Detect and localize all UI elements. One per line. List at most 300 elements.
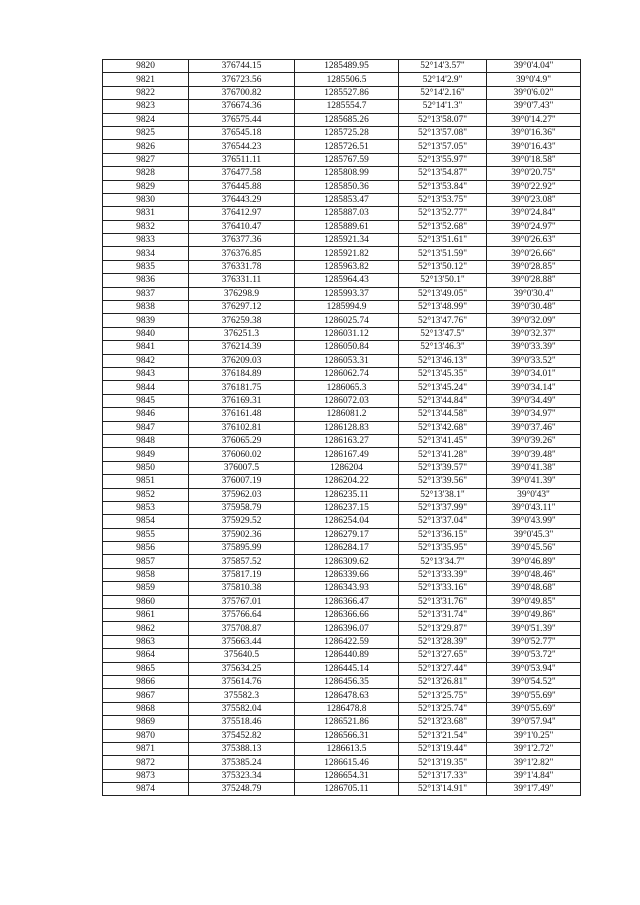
- latitude-cell: 52°13'29.87": [399, 622, 487, 635]
- point-number-cell: 9867: [103, 689, 189, 702]
- y-coordinate-cell: 1286128.83: [295, 421, 399, 434]
- y-coordinate-cell: 1286440.89: [295, 649, 399, 662]
- x-coordinate-cell: 375582.3: [189, 689, 295, 702]
- point-number-cell: 9844: [103, 381, 189, 394]
- longitude-cell: 39°0'43.11": [487, 501, 581, 514]
- latitude-cell: 52°13'46.13": [399, 354, 487, 367]
- latitude-cell: 52°13'39.56": [399, 475, 487, 488]
- table-row: [103, 434, 581, 447]
- table-row: [103, 635, 581, 648]
- table-row: [103, 153, 581, 166]
- longitude-cell: 39°1'2.72": [487, 742, 581, 755]
- point-number-cell: 9853: [103, 501, 189, 514]
- longitude-cell: 39°0'16.43": [487, 140, 581, 153]
- latitude-cell: 52°13'46.3": [399, 341, 487, 354]
- longitude-cell: 39°0'7.43": [487, 100, 581, 113]
- y-coordinate-cell: 1286521.86: [295, 716, 399, 729]
- longitude-cell: 39°1'4.84": [487, 769, 581, 782]
- x-coordinate-cell: 376169.31: [189, 394, 295, 407]
- table-row: [103, 595, 581, 608]
- latitude-cell: 52°13'31.76": [399, 595, 487, 608]
- x-coordinate-cell: 376102.81: [189, 421, 295, 434]
- point-number-cell: 9821: [103, 73, 189, 86]
- x-coordinate-cell: 376214.39: [189, 341, 295, 354]
- x-coordinate-cell: 375766.64: [189, 609, 295, 622]
- latitude-cell: 52°14'2.9": [399, 73, 487, 86]
- longitude-cell: 39°0'16.36": [487, 126, 581, 139]
- table-row: [103, 220, 581, 233]
- x-coordinate-cell: 376209.03: [189, 354, 295, 367]
- y-coordinate-cell: 1286422.59: [295, 635, 399, 648]
- longitude-cell: 39°0'6.02": [487, 86, 581, 99]
- y-coordinate-cell: 1285963.82: [295, 260, 399, 273]
- point-number-cell: 9860: [103, 595, 189, 608]
- latitude-cell: 52°13'57.05": [399, 140, 487, 153]
- point-number-cell: 9841: [103, 341, 189, 354]
- longitude-cell: 39°1'0.25": [487, 729, 581, 742]
- point-number-cell: 9820: [103, 60, 189, 73]
- x-coordinate-cell: 376723.56: [189, 73, 295, 86]
- table-row: [103, 769, 581, 782]
- x-coordinate-cell: 376007.19: [189, 475, 295, 488]
- table-row: [103, 783, 581, 796]
- x-coordinate-cell: 376331.11: [189, 274, 295, 287]
- longitude-cell: 39°0'18.58": [487, 153, 581, 166]
- latitude-cell: 52°14'3.57": [399, 60, 487, 73]
- point-number-cell: 9831: [103, 207, 189, 220]
- y-coordinate-cell: 1285489.95: [295, 60, 399, 73]
- y-coordinate-cell: 1285685.26: [295, 113, 399, 126]
- longitude-cell: 39°1'2.82": [487, 756, 581, 769]
- longitude-cell: 39°0'43.99": [487, 515, 581, 528]
- y-coordinate-cell: 1286031.12: [295, 327, 399, 340]
- point-number-cell: 9870: [103, 729, 189, 742]
- longitude-cell: 39°0'14.27": [487, 113, 581, 126]
- longitude-cell: 39°0'55.69": [487, 702, 581, 715]
- point-number-cell: 9826: [103, 140, 189, 153]
- x-coordinate-cell: 375857.52: [189, 555, 295, 568]
- table-row: [103, 314, 581, 327]
- x-coordinate-cell: 376700.82: [189, 86, 295, 99]
- latitude-cell: 52°13'45.24": [399, 381, 487, 394]
- latitude-cell: 52°13'34.7": [399, 555, 487, 568]
- point-number-cell: 9846: [103, 408, 189, 421]
- table-row: [103, 622, 581, 635]
- table-row: [103, 193, 581, 206]
- point-number-cell: 9839: [103, 314, 189, 327]
- latitude-cell: 52°13'23.68": [399, 716, 487, 729]
- y-coordinate-cell: 1286343.93: [295, 582, 399, 595]
- x-coordinate-cell: 375634.25: [189, 662, 295, 675]
- x-coordinate-cell: 376251.3: [189, 327, 295, 340]
- latitude-cell: 52°13'21.54": [399, 729, 487, 742]
- table-row: [103, 421, 581, 434]
- longitude-cell: 39°0'26.66": [487, 247, 581, 260]
- point-number-cell: 9825: [103, 126, 189, 139]
- latitude-cell: 52°13'14.91": [399, 783, 487, 796]
- latitude-cell: 52°13'25.75": [399, 689, 487, 702]
- point-number-cell: 9855: [103, 528, 189, 541]
- point-number-cell: 9862: [103, 622, 189, 635]
- table-row: [103, 609, 581, 622]
- y-coordinate-cell: 1285850.36: [295, 180, 399, 193]
- latitude-cell: 52°13'50.12": [399, 260, 487, 273]
- y-coordinate-cell: 1286053.31: [295, 354, 399, 367]
- point-number-cell: 9852: [103, 488, 189, 501]
- table-row: [103, 207, 581, 220]
- x-coordinate-cell: 375767.01: [189, 595, 295, 608]
- latitude-cell: 52°13'27.65": [399, 649, 487, 662]
- table-row: [103, 113, 581, 126]
- point-number-cell: 9861: [103, 609, 189, 622]
- y-coordinate-cell: 1286235.11: [295, 488, 399, 501]
- point-number-cell: 9836: [103, 274, 189, 287]
- latitude-cell: 52°13'51.61": [399, 234, 487, 247]
- point-number-cell: 9851: [103, 475, 189, 488]
- x-coordinate-cell: 375810.38: [189, 582, 295, 595]
- point-number-cell: 9823: [103, 100, 189, 113]
- longitude-cell: 39°0'34.49": [487, 394, 581, 407]
- longitude-cell: 39°0'4.04": [487, 60, 581, 73]
- y-coordinate-cell: 1285726.51: [295, 140, 399, 153]
- longitude-cell: 39°0'53.72": [487, 649, 581, 662]
- x-coordinate-cell: 375817.19: [189, 568, 295, 581]
- table-row: [103, 327, 581, 340]
- latitude-cell: 52°13'37.99": [399, 501, 487, 514]
- longitude-cell: 39°0'24.97": [487, 220, 581, 233]
- longitude-cell: 39°0'49.85": [487, 595, 581, 608]
- x-coordinate-cell: 375902.36: [189, 528, 295, 541]
- table-row: [103, 73, 581, 86]
- longitude-cell: 39°0'28.85": [487, 260, 581, 273]
- x-coordinate-cell: 375929.52: [189, 515, 295, 528]
- latitude-cell: 52°13'57.08": [399, 126, 487, 139]
- latitude-cell: 52°13'41.45": [399, 434, 487, 447]
- table-row: [103, 488, 581, 501]
- y-coordinate-cell: 1286163.27: [295, 434, 399, 447]
- x-coordinate-cell: 376298.9: [189, 287, 295, 300]
- y-coordinate-cell: 1286445.14: [295, 662, 399, 675]
- x-coordinate-cell: 376184.89: [189, 367, 295, 380]
- table-row: [103, 167, 581, 180]
- longitude-cell: 39°0'34.01": [487, 367, 581, 380]
- y-coordinate-cell: 1286566.31: [295, 729, 399, 742]
- table-row: [103, 354, 581, 367]
- table-row: [103, 689, 581, 702]
- table-row: [103, 662, 581, 675]
- latitude-cell: 52°14'1.3": [399, 100, 487, 113]
- x-coordinate-cell: 376545.18: [189, 126, 295, 139]
- y-coordinate-cell: 1285964.43: [295, 274, 399, 287]
- table-row: [103, 756, 581, 769]
- x-coordinate-cell: 376477.58: [189, 167, 295, 180]
- y-coordinate-cell: 1286204: [295, 461, 399, 474]
- table-row: [103, 742, 581, 755]
- table-row: [103, 582, 581, 595]
- x-coordinate-cell: 375614.76: [189, 675, 295, 688]
- x-coordinate-cell: 376544.23: [189, 140, 295, 153]
- longitude-cell: 39°0'49.86": [487, 609, 581, 622]
- latitude-cell: 52°13'38.1": [399, 488, 487, 501]
- latitude-cell: 52°13'41.28": [399, 448, 487, 461]
- point-number-cell: 9840: [103, 327, 189, 340]
- latitude-cell: 52°13'55.97": [399, 153, 487, 166]
- x-coordinate-cell: 376410.47: [189, 220, 295, 233]
- y-coordinate-cell: 1286309.62: [295, 555, 399, 568]
- x-coordinate-cell: 376575.44: [189, 113, 295, 126]
- table-row: [103, 287, 581, 300]
- latitude-cell: 52°13'44.84": [399, 394, 487, 407]
- latitude-cell: 52°13'49.05": [399, 287, 487, 300]
- x-coordinate-cell: 376445.88: [189, 180, 295, 193]
- point-number-cell: 9829: [103, 180, 189, 193]
- y-coordinate-cell: 1286339.66: [295, 568, 399, 581]
- point-number-cell: 9842: [103, 354, 189, 367]
- point-number-cell: 9854: [103, 515, 189, 528]
- table-row: [103, 528, 581, 541]
- longitude-cell: 39°0'39.26": [487, 434, 581, 447]
- latitude-cell: 52°13'27.44": [399, 662, 487, 675]
- x-coordinate-cell: 376297.12: [189, 301, 295, 314]
- longitude-cell: 39°0'41.38": [487, 461, 581, 474]
- longitude-cell: 39°0'30.48": [487, 301, 581, 314]
- y-coordinate-cell: 1285554.7: [295, 100, 399, 113]
- table-row: [103, 702, 581, 715]
- table-row: [103, 274, 581, 287]
- table-row: [103, 341, 581, 354]
- x-coordinate-cell: 376161.48: [189, 408, 295, 421]
- y-coordinate-cell: 1286478.63: [295, 689, 399, 702]
- y-coordinate-cell: 1286081.2: [295, 408, 399, 421]
- table-row: [103, 408, 581, 421]
- point-number-cell: 9822: [103, 86, 189, 99]
- latitude-cell: 52°13'35.95": [399, 542, 487, 555]
- y-coordinate-cell: 1286025.74: [295, 314, 399, 327]
- longitude-cell: 39°0'54.52": [487, 675, 581, 688]
- latitude-cell: 52°13'47.5": [399, 327, 487, 340]
- latitude-cell: 52°13'45.35": [399, 367, 487, 380]
- longitude-cell: 39°0'32.09": [487, 314, 581, 327]
- table-row: [103, 180, 581, 193]
- longitude-cell: 39°0'48.68": [487, 582, 581, 595]
- y-coordinate-cell: 1286065.3: [295, 381, 399, 394]
- longitude-cell: 39°0'46.89": [487, 555, 581, 568]
- point-number-cell: 9847: [103, 421, 189, 434]
- point-number-cell: 9863: [103, 635, 189, 648]
- latitude-cell: 52°13'42.68": [399, 421, 487, 434]
- longitude-cell: 39°0'20.75": [487, 167, 581, 180]
- latitude-cell: 52°13'50.1": [399, 274, 487, 287]
- coordinates-table-body: [103, 60, 581, 796]
- longitude-cell: 39°0'30.4": [487, 287, 581, 300]
- latitude-cell: 52°14'2.16": [399, 86, 487, 99]
- longitude-cell: 39°0'23.08": [487, 193, 581, 206]
- longitude-cell: 39°0'34.14": [487, 381, 581, 394]
- longitude-cell: 39°0'55.69": [487, 689, 581, 702]
- y-coordinate-cell: 1286613.5: [295, 742, 399, 755]
- y-coordinate-cell: 1285994.9: [295, 301, 399, 314]
- x-coordinate-cell: 375962.03: [189, 488, 295, 501]
- table-row: [103, 568, 581, 581]
- latitude-cell: 52°13'44.58": [399, 408, 487, 421]
- longitude-cell: 39°0'57.94": [487, 716, 581, 729]
- longitude-cell: 39°0'48.46": [487, 568, 581, 581]
- latitude-cell: 52°13'53.75": [399, 193, 487, 206]
- x-coordinate-cell: 376007.5: [189, 461, 295, 474]
- y-coordinate-cell: 1286366.66: [295, 609, 399, 622]
- latitude-cell: 52°13'37.04": [399, 515, 487, 528]
- point-number-cell: 9834: [103, 247, 189, 260]
- table-row: [103, 381, 581, 394]
- longitude-cell: 39°0'28.88": [487, 274, 581, 287]
- y-coordinate-cell: 1285921.82: [295, 247, 399, 260]
- y-coordinate-cell: 1286237.15: [295, 501, 399, 514]
- latitude-cell: 52°13'47.76": [399, 314, 487, 327]
- point-number-cell: 9848: [103, 434, 189, 447]
- table-row: [103, 394, 581, 407]
- table-row: [103, 716, 581, 729]
- latitude-cell: 52°13'25.74": [399, 702, 487, 715]
- y-coordinate-cell: 1285993.37: [295, 287, 399, 300]
- x-coordinate-cell: 375248.79: [189, 783, 295, 796]
- y-coordinate-cell: 1286072.03: [295, 394, 399, 407]
- y-coordinate-cell: 1285853.47: [295, 193, 399, 206]
- x-coordinate-cell: 375708.87: [189, 622, 295, 635]
- y-coordinate-cell: 1286284.17: [295, 542, 399, 555]
- point-number-cell: 9830: [103, 193, 189, 206]
- point-number-cell: 9832: [103, 220, 189, 233]
- longitude-cell: 39°0'37.46": [487, 421, 581, 434]
- point-number-cell: 9872: [103, 756, 189, 769]
- point-number-cell: 9849: [103, 448, 189, 461]
- point-number-cell: 9845: [103, 394, 189, 407]
- y-coordinate-cell: 1286062.74: [295, 367, 399, 380]
- y-coordinate-cell: 1285506.5: [295, 73, 399, 86]
- x-coordinate-cell: 375582.04: [189, 702, 295, 715]
- point-number-cell: 9833: [103, 234, 189, 247]
- longitude-cell: 39°0'4.9": [487, 73, 581, 86]
- y-coordinate-cell: 1286254.04: [295, 515, 399, 528]
- x-coordinate-cell: 376412.97: [189, 207, 295, 220]
- x-coordinate-cell: 376511.11: [189, 153, 295, 166]
- table-row: [103, 542, 581, 555]
- point-number-cell: 9828: [103, 167, 189, 180]
- latitude-cell: 52°13'53.84": [399, 180, 487, 193]
- table-row: [103, 126, 581, 139]
- point-number-cell: 9866: [103, 675, 189, 688]
- y-coordinate-cell: 1285808.99: [295, 167, 399, 180]
- longitude-cell: 39°0'26.63": [487, 234, 581, 247]
- latitude-cell: 52°13'54.87": [399, 167, 487, 180]
- y-coordinate-cell: 1285725.28: [295, 126, 399, 139]
- x-coordinate-cell: 375640.5: [189, 649, 295, 662]
- x-coordinate-cell: 375663.44: [189, 635, 295, 648]
- latitude-cell: 52°13'31.74": [399, 609, 487, 622]
- table-row: [103, 501, 581, 514]
- y-coordinate-cell: 1285527.86: [295, 86, 399, 99]
- point-number-cell: 9865: [103, 662, 189, 675]
- table-row: [103, 475, 581, 488]
- x-coordinate-cell: 375958.79: [189, 501, 295, 514]
- table-row: [103, 86, 581, 99]
- x-coordinate-cell: 375452.82: [189, 729, 295, 742]
- latitude-cell: 52°13'52.77": [399, 207, 487, 220]
- longitude-cell: 39°0'39.48": [487, 448, 581, 461]
- point-number-cell: 9868: [103, 702, 189, 715]
- point-number-cell: 9827: [103, 153, 189, 166]
- x-coordinate-cell: 376744.15: [189, 60, 295, 73]
- longitude-cell: 39°0'34.97": [487, 408, 581, 421]
- latitude-cell: 52°13'52.68": [399, 220, 487, 233]
- longitude-cell: 39°0'43": [487, 488, 581, 501]
- x-coordinate-cell: 376181.75: [189, 381, 295, 394]
- x-coordinate-cell: 376443.29: [189, 193, 295, 206]
- table-row: [103, 675, 581, 688]
- x-coordinate-cell: 375385.24: [189, 756, 295, 769]
- table-row: [103, 60, 581, 73]
- point-number-cell: 9871: [103, 742, 189, 755]
- point-number-cell: 9864: [103, 649, 189, 662]
- longitude-cell: 39°0'22.92": [487, 180, 581, 193]
- point-number-cell: 9874: [103, 783, 189, 796]
- longitude-cell: 39°0'33.52": [487, 354, 581, 367]
- latitude-cell: 52°13'26.81": [399, 675, 487, 688]
- longitude-cell: 39°0'52.77": [487, 635, 581, 648]
- latitude-cell: 52°13'36.15": [399, 528, 487, 541]
- latitude-cell: 52°13'28.39": [399, 635, 487, 648]
- x-coordinate-cell: 376376.85: [189, 247, 295, 260]
- table-row: [103, 260, 581, 273]
- longitude-cell: 39°0'45.3": [487, 528, 581, 541]
- x-coordinate-cell: 376060.02: [189, 448, 295, 461]
- x-coordinate-cell: 375518.46: [189, 716, 295, 729]
- latitude-cell: 52°13'39.57": [399, 461, 487, 474]
- point-number-cell: 9858: [103, 568, 189, 581]
- y-coordinate-cell: 1285889.61: [295, 220, 399, 233]
- table-row: [103, 140, 581, 153]
- longitude-cell: 39°0'53.94": [487, 662, 581, 675]
- table-row: [103, 461, 581, 474]
- point-number-cell: 9859: [103, 582, 189, 595]
- table-row: [103, 234, 581, 247]
- x-coordinate-cell: 375323.34: [189, 769, 295, 782]
- latitude-cell: 52°13'51.59": [399, 247, 487, 260]
- table-row: [103, 649, 581, 662]
- y-coordinate-cell: 1286204.22: [295, 475, 399, 488]
- table-row: [103, 729, 581, 742]
- latitude-cell: 52°13'19.44": [399, 742, 487, 755]
- table-row: [103, 301, 581, 314]
- y-coordinate-cell: 1286654.31: [295, 769, 399, 782]
- longitude-cell: 39°0'24.84": [487, 207, 581, 220]
- table-row: [103, 367, 581, 380]
- coordinates-table: [102, 59, 581, 796]
- point-number-cell: 9856: [103, 542, 189, 555]
- latitude-cell: 52°13'33.16": [399, 582, 487, 595]
- y-coordinate-cell: 1285887.03: [295, 207, 399, 220]
- point-number-cell: 9843: [103, 367, 189, 380]
- y-coordinate-cell: 1285767.59: [295, 153, 399, 166]
- x-coordinate-cell: 375895.99: [189, 542, 295, 555]
- y-coordinate-cell: 1286366.47: [295, 595, 399, 608]
- point-number-cell: 9837: [103, 287, 189, 300]
- y-coordinate-cell: 1286279.17: [295, 528, 399, 541]
- table-row: [103, 515, 581, 528]
- longitude-cell: 39°0'41.39": [487, 475, 581, 488]
- longitude-cell: 39°0'32.37": [487, 327, 581, 340]
- x-coordinate-cell: 376377.36: [189, 234, 295, 247]
- y-coordinate-cell: 1286705.11: [295, 783, 399, 796]
